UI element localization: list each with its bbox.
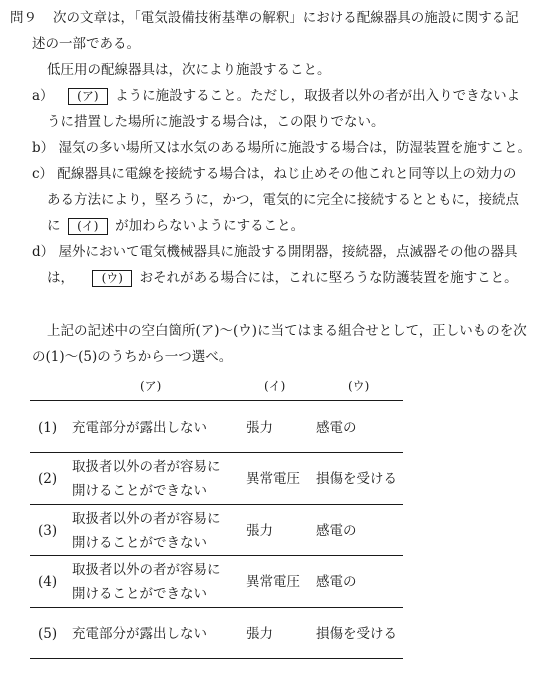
instruction-line-1: 上記の記述中の空白箇所(ア)～(ウ)に当てはまる組合せとして，正しいものを次 — [47, 323, 527, 339]
header-i: (イ) — [264, 379, 286, 393]
item-a-line-1 — [32, 87, 520, 105]
cell-i: 異常電圧 — [246, 574, 300, 590]
item-b-marker: b） — [32, 140, 55, 156]
cell-u: 損傷を受ける — [316, 471, 397, 487]
header-u: (ウ) — [348, 379, 370, 393]
cell-a-line-1: 取扱者以外の者が容易に — [72, 562, 221, 578]
row-number: (4) — [38, 574, 58, 590]
item-a-marker: a） — [32, 88, 54, 104]
cell-a: 充電部分が露出しない — [72, 420, 207, 436]
table-rule — [30, 555, 403, 556]
item-d-line-1 — [32, 243, 517, 261]
cell-i: 異常電圧 — [246, 471, 300, 487]
cell-u: 感電の — [316, 420, 357, 436]
item-b-line — [32, 139, 531, 157]
cell-i: 張力 — [246, 523, 273, 539]
intro-line-2: 述の一部である。 — [32, 36, 140, 52]
cell-a: 充電部分が露出しない — [72, 626, 207, 642]
cell-a-line-2: 開けることができない — [72, 483, 207, 499]
item-c-text-3b: が加わらないようにすること。 — [115, 218, 305, 234]
table-rule — [30, 504, 403, 505]
item-c-text-1: 配線器具に電線を接続する場合は，ねじ止めその他これと同等以上の効力の — [57, 166, 517, 182]
table-rule — [30, 658, 403, 659]
row-number: (1) — [38, 420, 58, 436]
row-number: (3) — [38, 523, 58, 539]
item-d-text-2a: は， — [47, 270, 74, 286]
item-c-line-3 — [47, 217, 304, 235]
cell-u: 損傷を受ける — [316, 626, 397, 642]
item-c-line-1 — [32, 165, 516, 183]
cell-a-line-1: 取扱者以外の者が容易に — [72, 459, 221, 475]
cell-a-line-2: 開けることができない — [72, 586, 207, 602]
table-rule — [30, 452, 403, 453]
cell-a-line-1: 取扱者以外の者が容易に — [72, 511, 221, 527]
table-rule — [30, 607, 403, 608]
cell-u: 感電の — [316, 574, 357, 590]
question-number: 問９ — [10, 10, 37, 26]
row-number: (5) — [38, 626, 58, 642]
cell-a-line-2: 開けることができない — [72, 535, 207, 551]
item-a-text: ように施設すること。ただし，取扱者以外の者が出入りできないよ — [115, 88, 521, 104]
item-c-text-3a: に — [47, 218, 61, 234]
blank-i-box: (イ) — [68, 218, 108, 235]
item-d-line-2 — [47, 269, 518, 287]
cell-i: 張力 — [246, 626, 273, 642]
table-rule — [30, 400, 403, 401]
instruction-line-2: の(1)～(5)のうちから一つ選べ。 — [32, 349, 233, 365]
row-number: (2) — [38, 471, 58, 487]
blank-a-box: (ア) — [68, 88, 108, 105]
item-c-line-2: ある方法により，堅ろうに，かつ，電気的に完全に接続するとともに，接続点 — [47, 192, 519, 208]
lead-text: 低圧用の配線器具は，次により施設すること。 — [47, 62, 331, 78]
cell-i: 張力 — [246, 420, 273, 436]
item-b-text: 湿気の多い場所又は水気のある場所に施設する場合は，防湿装置を施すこと。 — [58, 140, 531, 156]
intro-line-1: 次の文章は，「電気設備技術基準の解釈」における配線器具の施設に関する記 — [53, 10, 519, 26]
item-c-marker: c） — [32, 166, 54, 182]
item-d-text-2b: おそれがある場合には，これに堅ろうな防護装置を施すこと。 — [139, 270, 518, 286]
item-d-text-1: 屋外において電気機械器具に施設する開閉器，接続器，点滅器その他の器具 — [58, 244, 518, 260]
header-a: (ア) — [140, 379, 162, 393]
blank-u-box: (ウ) — [92, 270, 132, 287]
item-d-marker: d） — [32, 244, 55, 260]
cell-u: 感電の — [316, 523, 357, 539]
item-a-line-2: うに措置した場所に施設する場合は，この限りでない。 — [47, 114, 385, 130]
